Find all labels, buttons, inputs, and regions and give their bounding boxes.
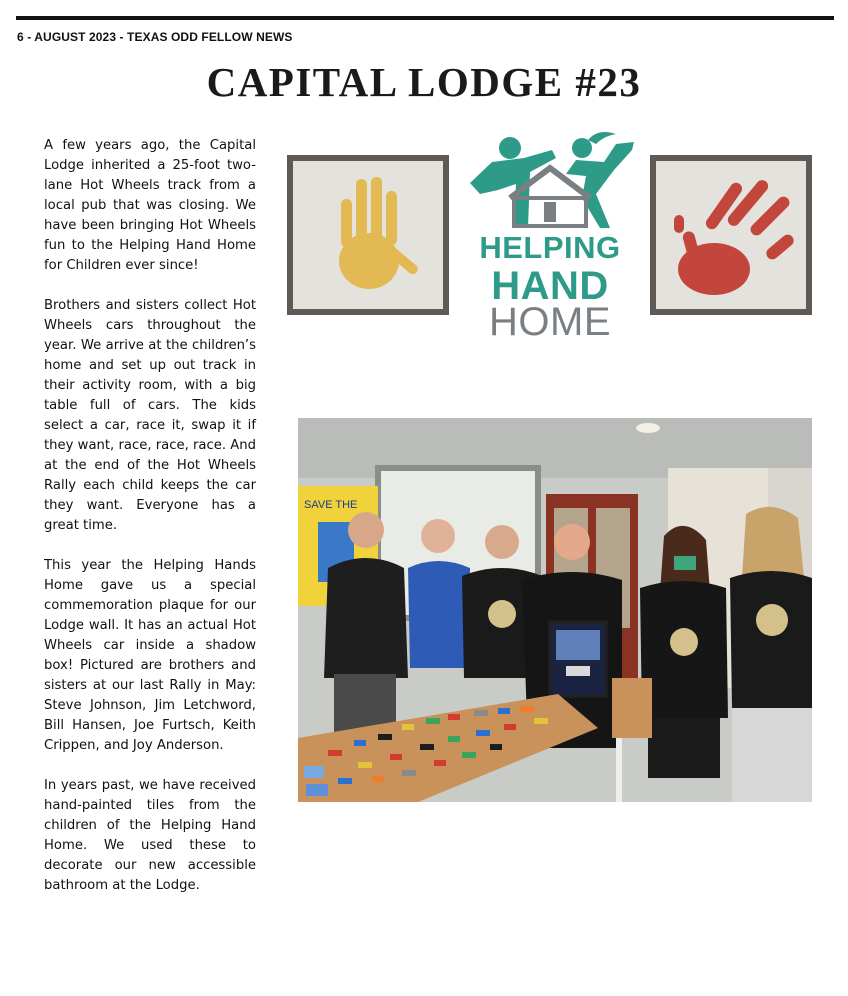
group-photo [298, 418, 812, 802]
running-head: 6 - AUGUST 2023 - TEXAS ODD FELLOW NEWS [17, 30, 293, 44]
article-body [44, 136, 256, 916]
group-photo-image [298, 418, 812, 802]
house-figures-icon [464, 128, 636, 228]
page-title: CAPITAL LODGE #23 [206, 59, 642, 105]
paragraph-4: In years past, we have received hand-painted tiles from the children of the Helping Hand Home. We used these to decorate our new accessible bathroom at the Lodge. [44, 778, 256, 893]
helping-hand-home-logo [464, 128, 636, 344]
yellow-handprint-icon [293, 161, 443, 309]
red-handprint-tile [650, 155, 812, 315]
paragraph-1: A few years ago, the Capital Lodge inherited a 25-foot two-lane Hot Wheels track from a local pub that was closing. We have been bringing Hot Wheels fun to the Helping Hand Home for Children ever since! [44, 138, 256, 273]
paragraph-3: This year the Helping Hands Home gave us a special commemoration plaque for our Lodge wall. It has an actual Hot Wheels car inside a shadow box! Pictured are brothers and sisters at our last Rally in May: Steve Johnson, Jim Letchword, Bill Hansen, Joe Furtsch, Keith Crippen, and Joy Anderson. [44, 558, 256, 753]
logo-text-home: HOME [489, 300, 611, 344]
logo-text-helping: HELPING [479, 230, 621, 265]
logo-text-hand: HAND [491, 264, 609, 308]
poster-text: SAVE THE [304, 499, 358, 511]
yellow-handprint-tile [287, 155, 449, 315]
paragraph-2: Brothers and sisters collect Hot Wheels cars throughout the year. We arrive at the children’s home and set up out track in their activity room, with a big table full of cars. The kids select a car, race it, swap it if they want, race, race, race. And at the end of the Hot Wheels Rally each child keeps the car they want. Everyone has a great time. [44, 298, 256, 533]
red-handprint-icon [656, 161, 806, 309]
top-rule [16, 16, 834, 20]
